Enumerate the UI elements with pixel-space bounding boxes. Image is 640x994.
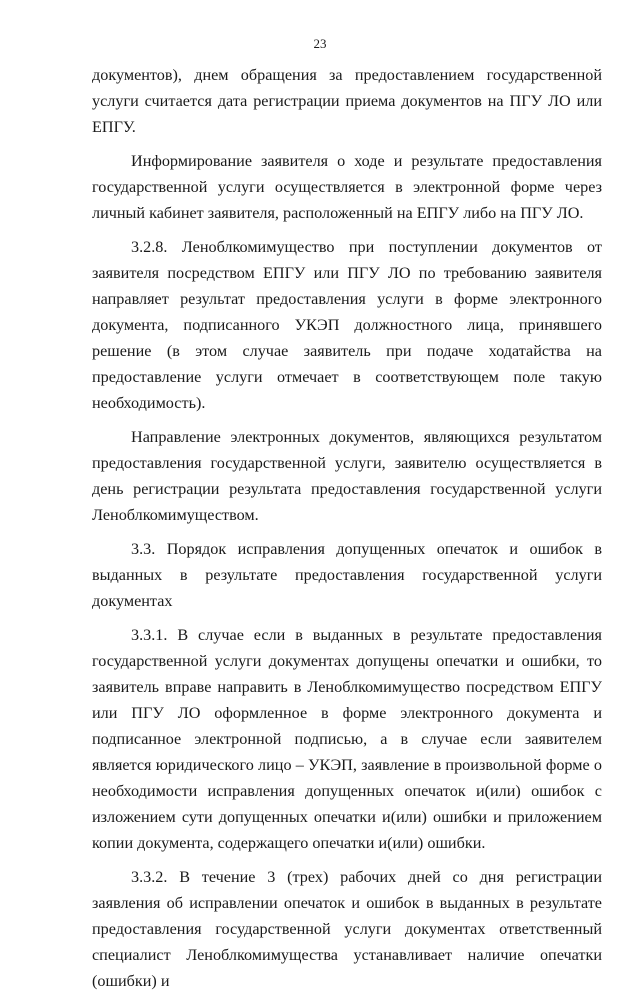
paragraph-electronic-documents: Направление электронных документов, являющихся результатом предоставления государственной услуги, заявителю осуществляется в день регистрации результата предоставления государственной услуги Леноблкомимуществом. [92, 428, 602, 524]
paragraph-continuation: документов), днем обращения за предоставлением государственной услуги считается дата регистрации приема документов на ПГУ ЛО или ЕПГУ. [92, 66, 602, 136]
page-number: 23 [313, 36, 327, 51]
paragraph-3-2-8: 3.2.8. Леноблкомимущество при поступлении документов от заявителя посредством ЕПГУ или ПГУ ЛО по требованию заявителя направляет результат предоставления услуги в форме электронного документа, подписанного УКЭП должностного лица, принявшего решение (в этом случае заявитель при подаче ходатайства на предоставление услуги отмечает в соответствующем поле такую необходимость). [92, 238, 602, 412]
document-body [92, 62, 602, 994]
paragraph-informing: Информирование заявителя о ходе и результате предоставления государственной услуги осуществляется в электронной форме через личный кабинет заявителя, расположенный на ЕПГУ либо на ПГУ ЛО. [92, 152, 602, 222]
paragraph-3-3-2: 3.3.2. В течение 3 (трех) рабочих дней со дня регистрации заявления об исправлении опечаток и ошибок в выданных в результате предоставления государственной услуги документах ответственный специалист Леноблкомимущества устанавливает наличие опечатки (ошибки) и [92, 868, 602, 990]
paragraph-3-3-1: 3.3.1. В случае если в выданных в результате предоставления государственной услуги документах допущены опечатки и ошибки, то заявитель вправе направить в Леноблкомимущество посредством ЕПГУ или ПГУ ЛО оформленное в форме электронного документа и подписанное электронной подписью, а в случае если заявителем является юридического лицо – УКЭП, заявление в произвольной форме о необходимости исправления допущенных опечаток и(или) ошибок с изложением сути допущенных опечатки и(или) ошибки и приложением копии документа, содержащего опечатки и(или) ошибки. [92, 626, 602, 852]
section-heading-3-3: 3.3. Порядок исправления допущенных опечаток и ошибок в выданных в результате предоставления государственной услуги документах [92, 540, 602, 610]
